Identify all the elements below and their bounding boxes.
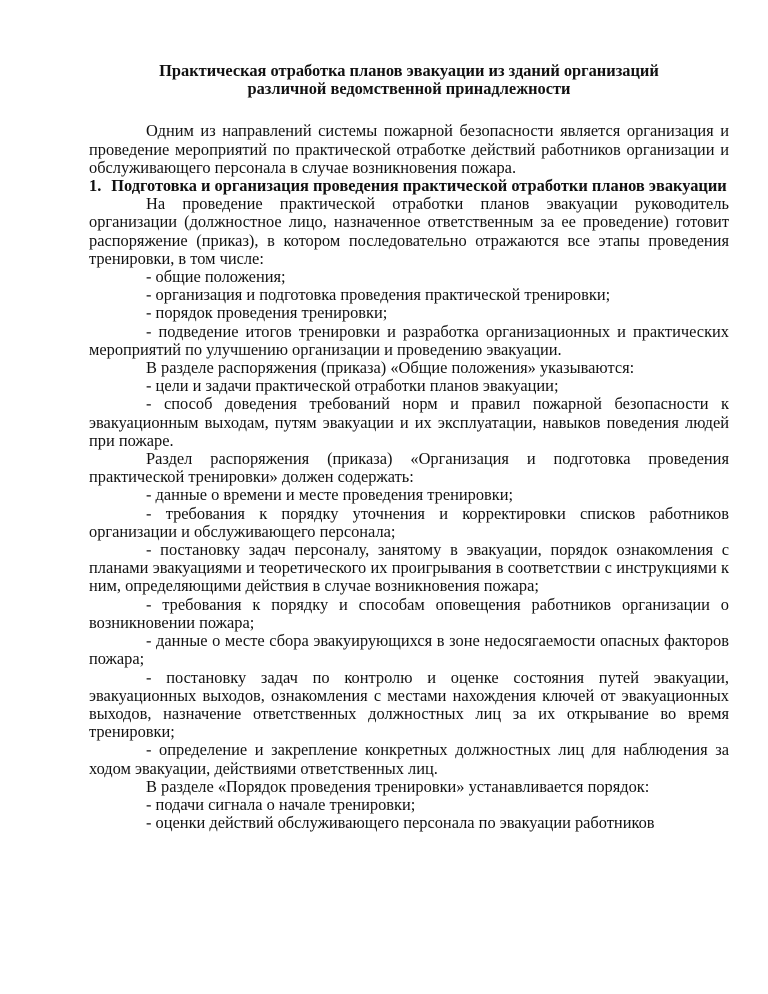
list-item: - постановку задач персоналу, занятому в эвакуации, порядок ознакомления с планами эвакуациями и теоретического их проигрывания в соответствии с инструкциями к ним, определяющими действия в случае возникновения пожара;: [89, 540, 729, 596]
section-1-number: 1.: [89, 176, 102, 196]
paragraph-3: Раздел распоряжения (приказа) «Организация и подготовка проведения практической тренировки» должен содержать:: [89, 449, 729, 487]
list-item: - подачи сигнала о начале тренировки;: [146, 794, 416, 814]
list-item: - постановку задач по контролю и оценке состояния путей эвакуации, эвакуационных выходов, ознакомления с местами нахождения ключей от эвакуационных выходов, назначение ответственных должностных лиц за их открывание во время тренировки;: [89, 667, 729, 742]
intro-paragraph: Одним из направлений системы пожарной безопасности является организация и проведение мероприятий по практической отработке действий работников организации и обслуживающего персонала в случае возникновения пожара.: [89, 121, 729, 177]
document-title-line-1: Практическая отработка планов эвакуации из зданий организаций: [159, 61, 659, 80]
paragraph-4: В разделе «Порядок проведения тренировки» устанавливается порядок:: [146, 776, 650, 796]
list-item: - организация и подготовка проведения практической тренировки;: [146, 285, 611, 305]
list-item: - оценки действий обслуживающего персонала по эвакуации работников: [146, 813, 655, 833]
list-item: - способ доведения требований норм и правил пожарной безопасности к эвакуационным выходам, путям эвакуации и их эксплуатации, навыков поведения людей при пожаре.: [89, 394, 729, 450]
list-item: - определение и закрепление конкретных должностных лиц для наблюдения за ходом эвакуации, действиями ответственных лиц.: [89, 740, 729, 778]
section-1-title: Подготовка и организация проведения практической отработки планов эвакуации: [111, 176, 727, 196]
paragraph-1: На проведение практической отработки планов эвакуации руководитель организации (должностное лицо, назначенное ответственным за ее проведение) готовит распоряжение (приказ), в котором последовательно отражаются все этапы проведения тренировки, в том числе:: [89, 194, 729, 268]
list-item: - требования к порядку и способам оповещения работников организации о возникновении пожара;: [89, 594, 729, 632]
list-item: - подведение итогов тренировки и разработка организационных и практических мероприятий по улучшению организации и проведению эвакуации.: [89, 321, 729, 359]
paragraph-2: В разделе распоряжения (приказа) «Общие положения» указываются:: [146, 358, 635, 378]
list-item: - требования к порядку уточнения и корректировки списков работников организации и обслуживающего персонала;: [89, 503, 729, 541]
list-item: - данные о месте сбора эвакуирующихся в зоне недосягаемости опасных факторов пожара;: [89, 631, 729, 669]
document-title-line-2: различной ведомственной принадлежности: [247, 79, 571, 99]
document-page: [89, 62, 729, 832]
list-item: - общие положения;: [146, 267, 286, 287]
list-item: - порядок проведения тренировки;: [146, 303, 388, 323]
list-item: - цели и задачи практической отработки планов эвакуации;: [146, 376, 559, 396]
section-1-heading: [89, 177, 729, 195]
list-item: - данные о времени и месте проведения тренировки;: [146, 485, 514, 505]
